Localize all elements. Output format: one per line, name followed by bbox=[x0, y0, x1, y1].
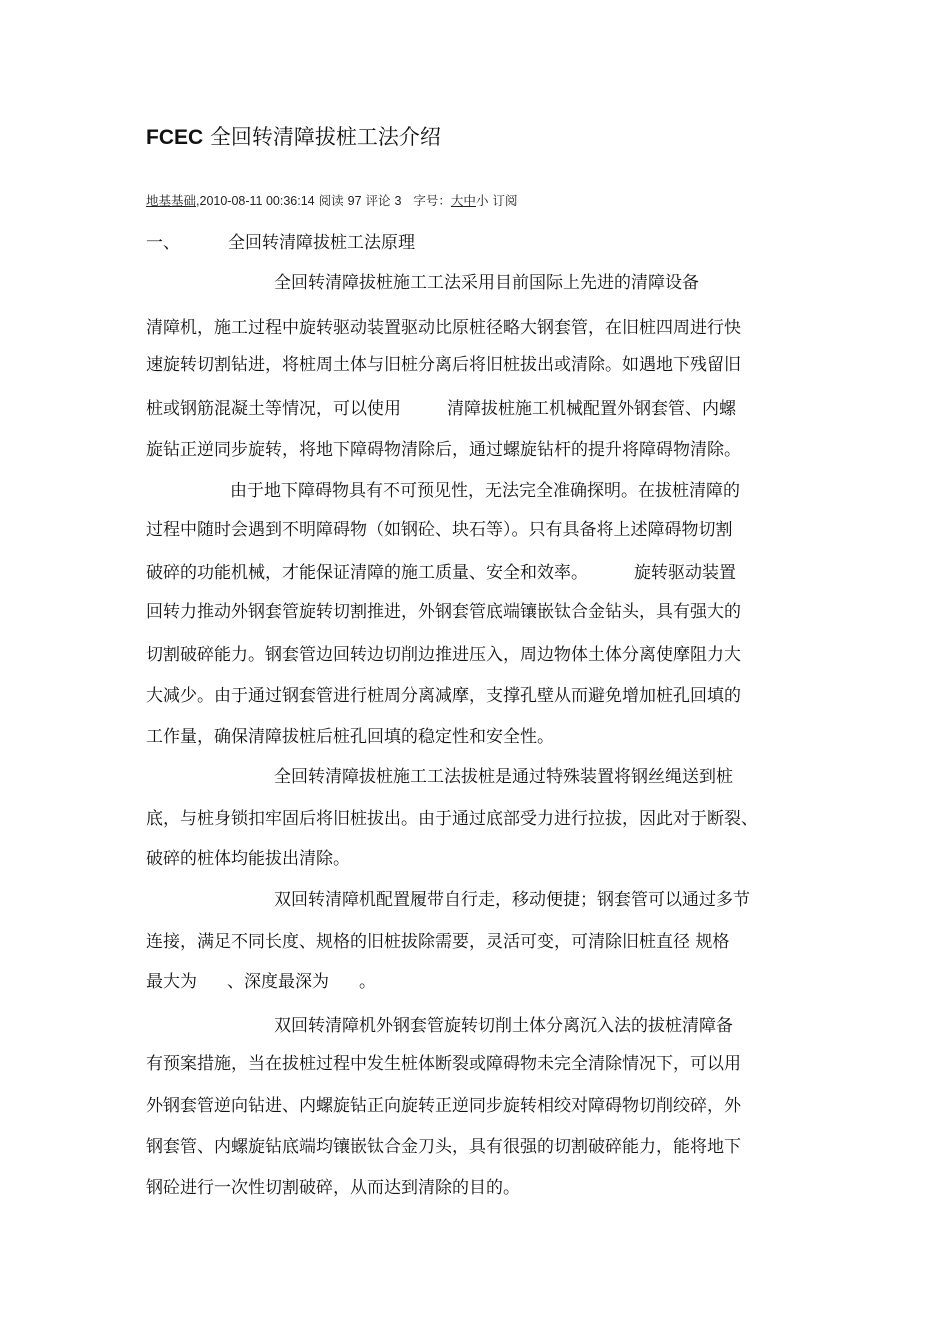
body-line: 钢砼进行一次性切割破碎，从而达到清除的目的。 bbox=[146, 1178, 520, 1198]
section-heading bbox=[146, 230, 415, 256]
title-acronym: FCEC bbox=[146, 126, 204, 149]
body-line-part: 最大为 bbox=[146, 972, 197, 992]
subscribe-link[interactable]: 订阅 bbox=[492, 193, 518, 208]
body-line-part: 、深度最深为 bbox=[227, 972, 329, 992]
read-count: 97 bbox=[347, 194, 362, 208]
body-line-part: 规格 bbox=[695, 932, 730, 952]
body-line: 由于地下障碍物具有不可预见性，无法完全准确探明。在拔桩清障的 bbox=[230, 481, 740, 501]
body-line-part: 破碎的功能机械，才能保证清障的施工质量、安全和效率。 bbox=[146, 563, 588, 583]
font-size-label: 字号： bbox=[413, 193, 451, 208]
body-line: 旋钻正逆同步旋转，将地下障碍物清除后，通过螺旋钻杆的提升将障碍物清除。 bbox=[146, 440, 741, 460]
font-size-large-link[interactable]: 大 bbox=[450, 193, 464, 208]
body-line: 外钢套管逆向钻进、内螺旋钻正向旋转正逆同步旋转相绞对障碍物切削绞碎，外 bbox=[146, 1096, 741, 1116]
body-line: 工作量，确保清障拔桩后桩孔回填的稳定性和安全性。 bbox=[146, 727, 554, 747]
body-line-part: 桩或钢筋混凝土等情况，可以使用 bbox=[146, 399, 401, 419]
body-line: 钢套管、内螺旋钻底端均镶嵌钛合金刀头，具有很强的切割破碎能力，能将地下 bbox=[146, 1137, 741, 1157]
body-line-part: 连接，满足不同长度、规格的旧桩拔除需要，灵活可变，可清除旧桩直径 bbox=[146, 932, 690, 952]
section-number: 一、 bbox=[146, 233, 180, 253]
body-line bbox=[146, 929, 729, 955]
title-text: 全回转清障拔桩工法介绍 bbox=[209, 125, 441, 149]
body-line bbox=[146, 560, 736, 586]
body-line: 速旋转切割钻进，将桩周土体与旧桩分离后将旧桩拔出或清除。如遇地下残留旧 bbox=[146, 355, 741, 375]
font-size-small-link[interactable]: 小 bbox=[475, 193, 489, 208]
body-line: 全回转清障拔桩施工工法拔桩是通过特殊装置将钢丝绳送到桩 bbox=[274, 767, 733, 787]
section-title: 全回转清障拔桩工法原理 bbox=[228, 233, 415, 253]
body-line: 清障机，施工过程中旋转驱动装置驱动比原桩径略大钢套管，在旧桩四周进行快 bbox=[146, 318, 741, 338]
body-line: 回转力推动外钢套管旋转切割推进，外钢套管底端镶嵌钛合金钻头，具有强大的 bbox=[146, 602, 741, 622]
comment-label[interactable]: 评论 bbox=[365, 193, 391, 208]
body-line: 双回转清障机配置履带自行走，移动便捷；钢套管可以通过多节 bbox=[274, 890, 750, 910]
body-line: 底，与桩身锁扣牢固后将旧桩拔出。由于通过底部受力进行拉拔，因此对于断裂、 bbox=[146, 809, 758, 829]
body-line: 过程中随时会遇到不明障碍物（如钢砼、块石等）。只有具备将上述障碍物切割 bbox=[146, 520, 733, 540]
body-line: 切割破碎能力。钢套管边回转边切削边推进压入，周边物体土体分离使摩阻力大 bbox=[146, 645, 741, 665]
body-line bbox=[146, 396, 736, 422]
read-label: 阅读 bbox=[318, 193, 344, 208]
page-title bbox=[146, 122, 441, 153]
body-line-part: 旋转驱动装置 bbox=[634, 563, 736, 583]
font-size-medium-link[interactable]: 中 bbox=[463, 193, 476, 208]
category-link[interactable]: 地基基础 bbox=[146, 193, 197, 208]
body-line: 破碎的桩体均能拔出清除。 bbox=[146, 849, 350, 869]
comment-count: 3 bbox=[394, 194, 402, 208]
post-meta bbox=[146, 192, 517, 210]
body-line: 有预案措施，当在拔桩过程中发生桩体断裂或障碍物未完全清除情况下，可以用 bbox=[146, 1054, 741, 1074]
body-line: 大减少。由于通过钢套管进行桩周分离减摩，支撑孔壁从而避免增加桩孔回填的 bbox=[146, 686, 741, 706]
body-line-part: 。 bbox=[359, 972, 376, 992]
body-line-part: 清障拔桩施工机械配置外钢套管、内螺 bbox=[447, 399, 736, 419]
body-line: 全回转清障拔桩施工工法采用目前国际上先进的清障设备 bbox=[274, 273, 699, 293]
body-line bbox=[146, 969, 376, 995]
post-datetime: ,2010-08-11 00:36:14 bbox=[196, 194, 315, 208]
body-line: 双回转清障机外钢套管旋转切削土体分离沉入法的拔桩清障备 bbox=[274, 1016, 733, 1036]
